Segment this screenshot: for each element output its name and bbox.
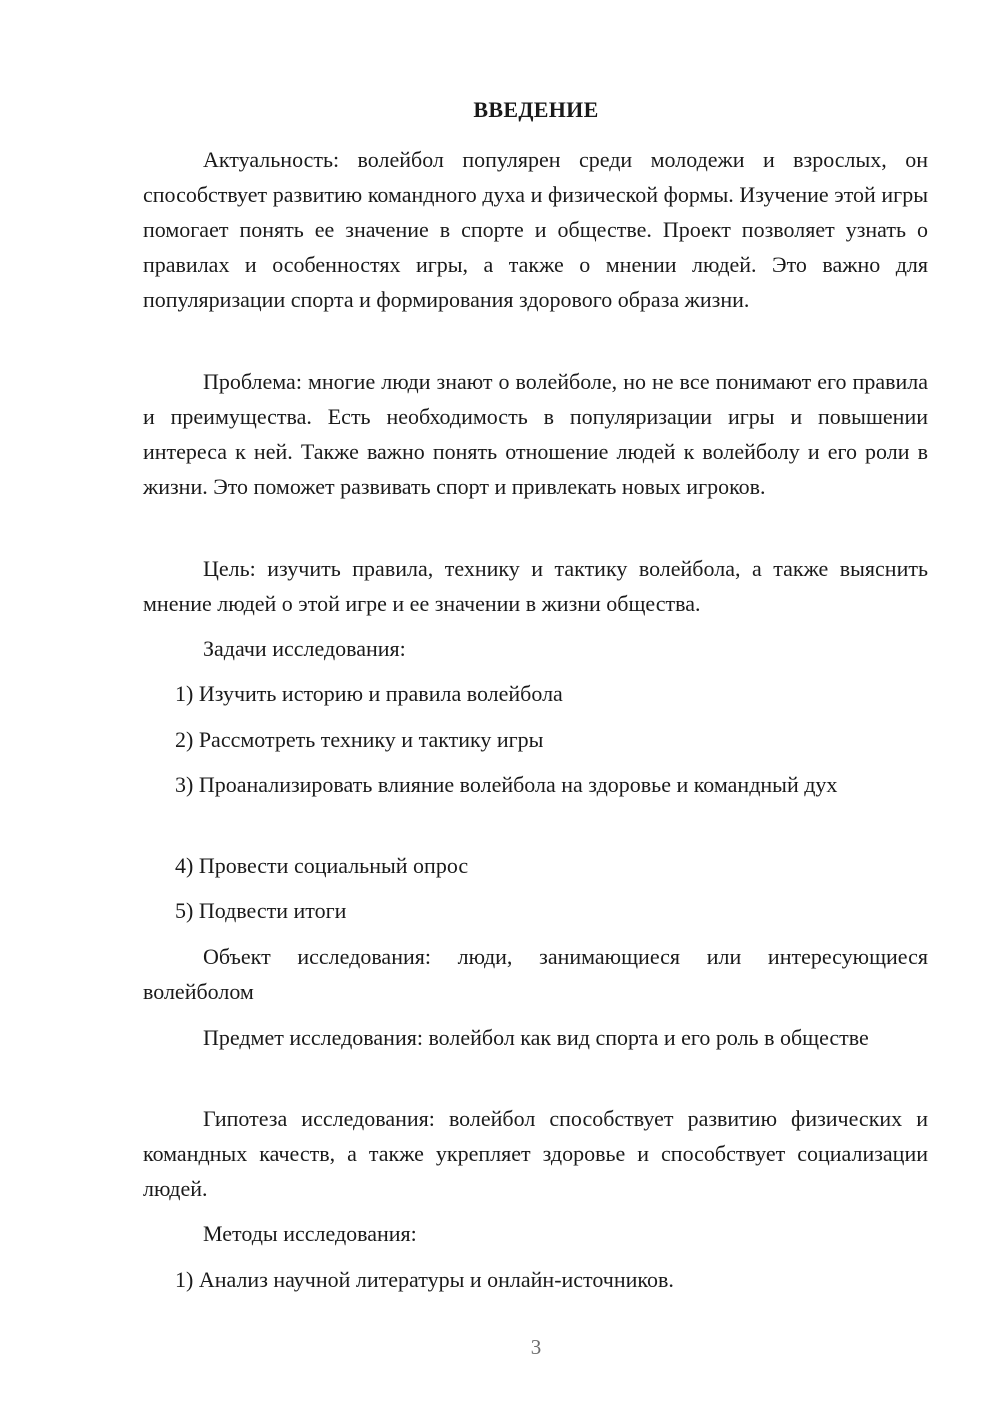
paragraph-subject: Предмет исследования: волейбол как вид спорта и его роль в обществе	[203, 1025, 869, 1050]
page-number: 3	[530, 1335, 542, 1359]
paragraph-object: Объект исследования: люди, занимающиеся или интересующиеся волейболом	[143, 944, 928, 1004]
list-item-task-4: 4) Провести социальный опрос	[175, 853, 469, 878]
list-item-task-5: 5) Подвести итоги	[175, 898, 347, 923]
tasks-heading: Задачи исследования:	[203, 636, 406, 661]
paragraph-problem: Проблема: многие люди знают о волейболе, но не все понимают его правила и преимущества. Есть необходимость в популяризации игры и повышении интереса к ней. Также важно понять отношение людей к волейболу и его роли в жизни. Это поможет развивать спорт и привлекать новых игроков.	[143, 369, 928, 499]
methods-heading: Методы исследования:	[203, 1221, 417, 1246]
paragraph-goal: Цель: изучить правила, технику и тактику волейбола, а также выяснить мнение людей о этой игре и ее значении в жизни общества.	[143, 556, 928, 616]
list-item-method-1: 1) Анализ научной литературы и онлайн-источников.	[175, 1267, 674, 1292]
list-item-task-3: 3) Проанализировать влияние волейбола на здоровье и командный дух	[175, 772, 838, 797]
list-item-task-2: 2) Рассмотреть технику и тактику игры	[175, 727, 544, 752]
list-item-task-1: 1) Изучить историю и правила волейбола	[175, 681, 563, 706]
paragraph-relevance: Актуальность: волейбол популярен среди молодежи и взрослых, он способствует развитию командного духа и физической формы. Изучение этой игры помогает понять ее значение в спорте и обществе. Проект позволяет узнать о правилах и особенностях игры, а также о мнении людей. Это важно для популяризации спорта и формирования здорового образа жизни.	[143, 147, 928, 312]
section-title: ВВЕДЕНИЕ	[473, 97, 599, 122]
paragraph-hypothesis: Гипотеза исследования: волейбол способствует развитию физических и командных качеств, а также укрепляет здоровье и способствует социализации людей.	[143, 1106, 928, 1201]
